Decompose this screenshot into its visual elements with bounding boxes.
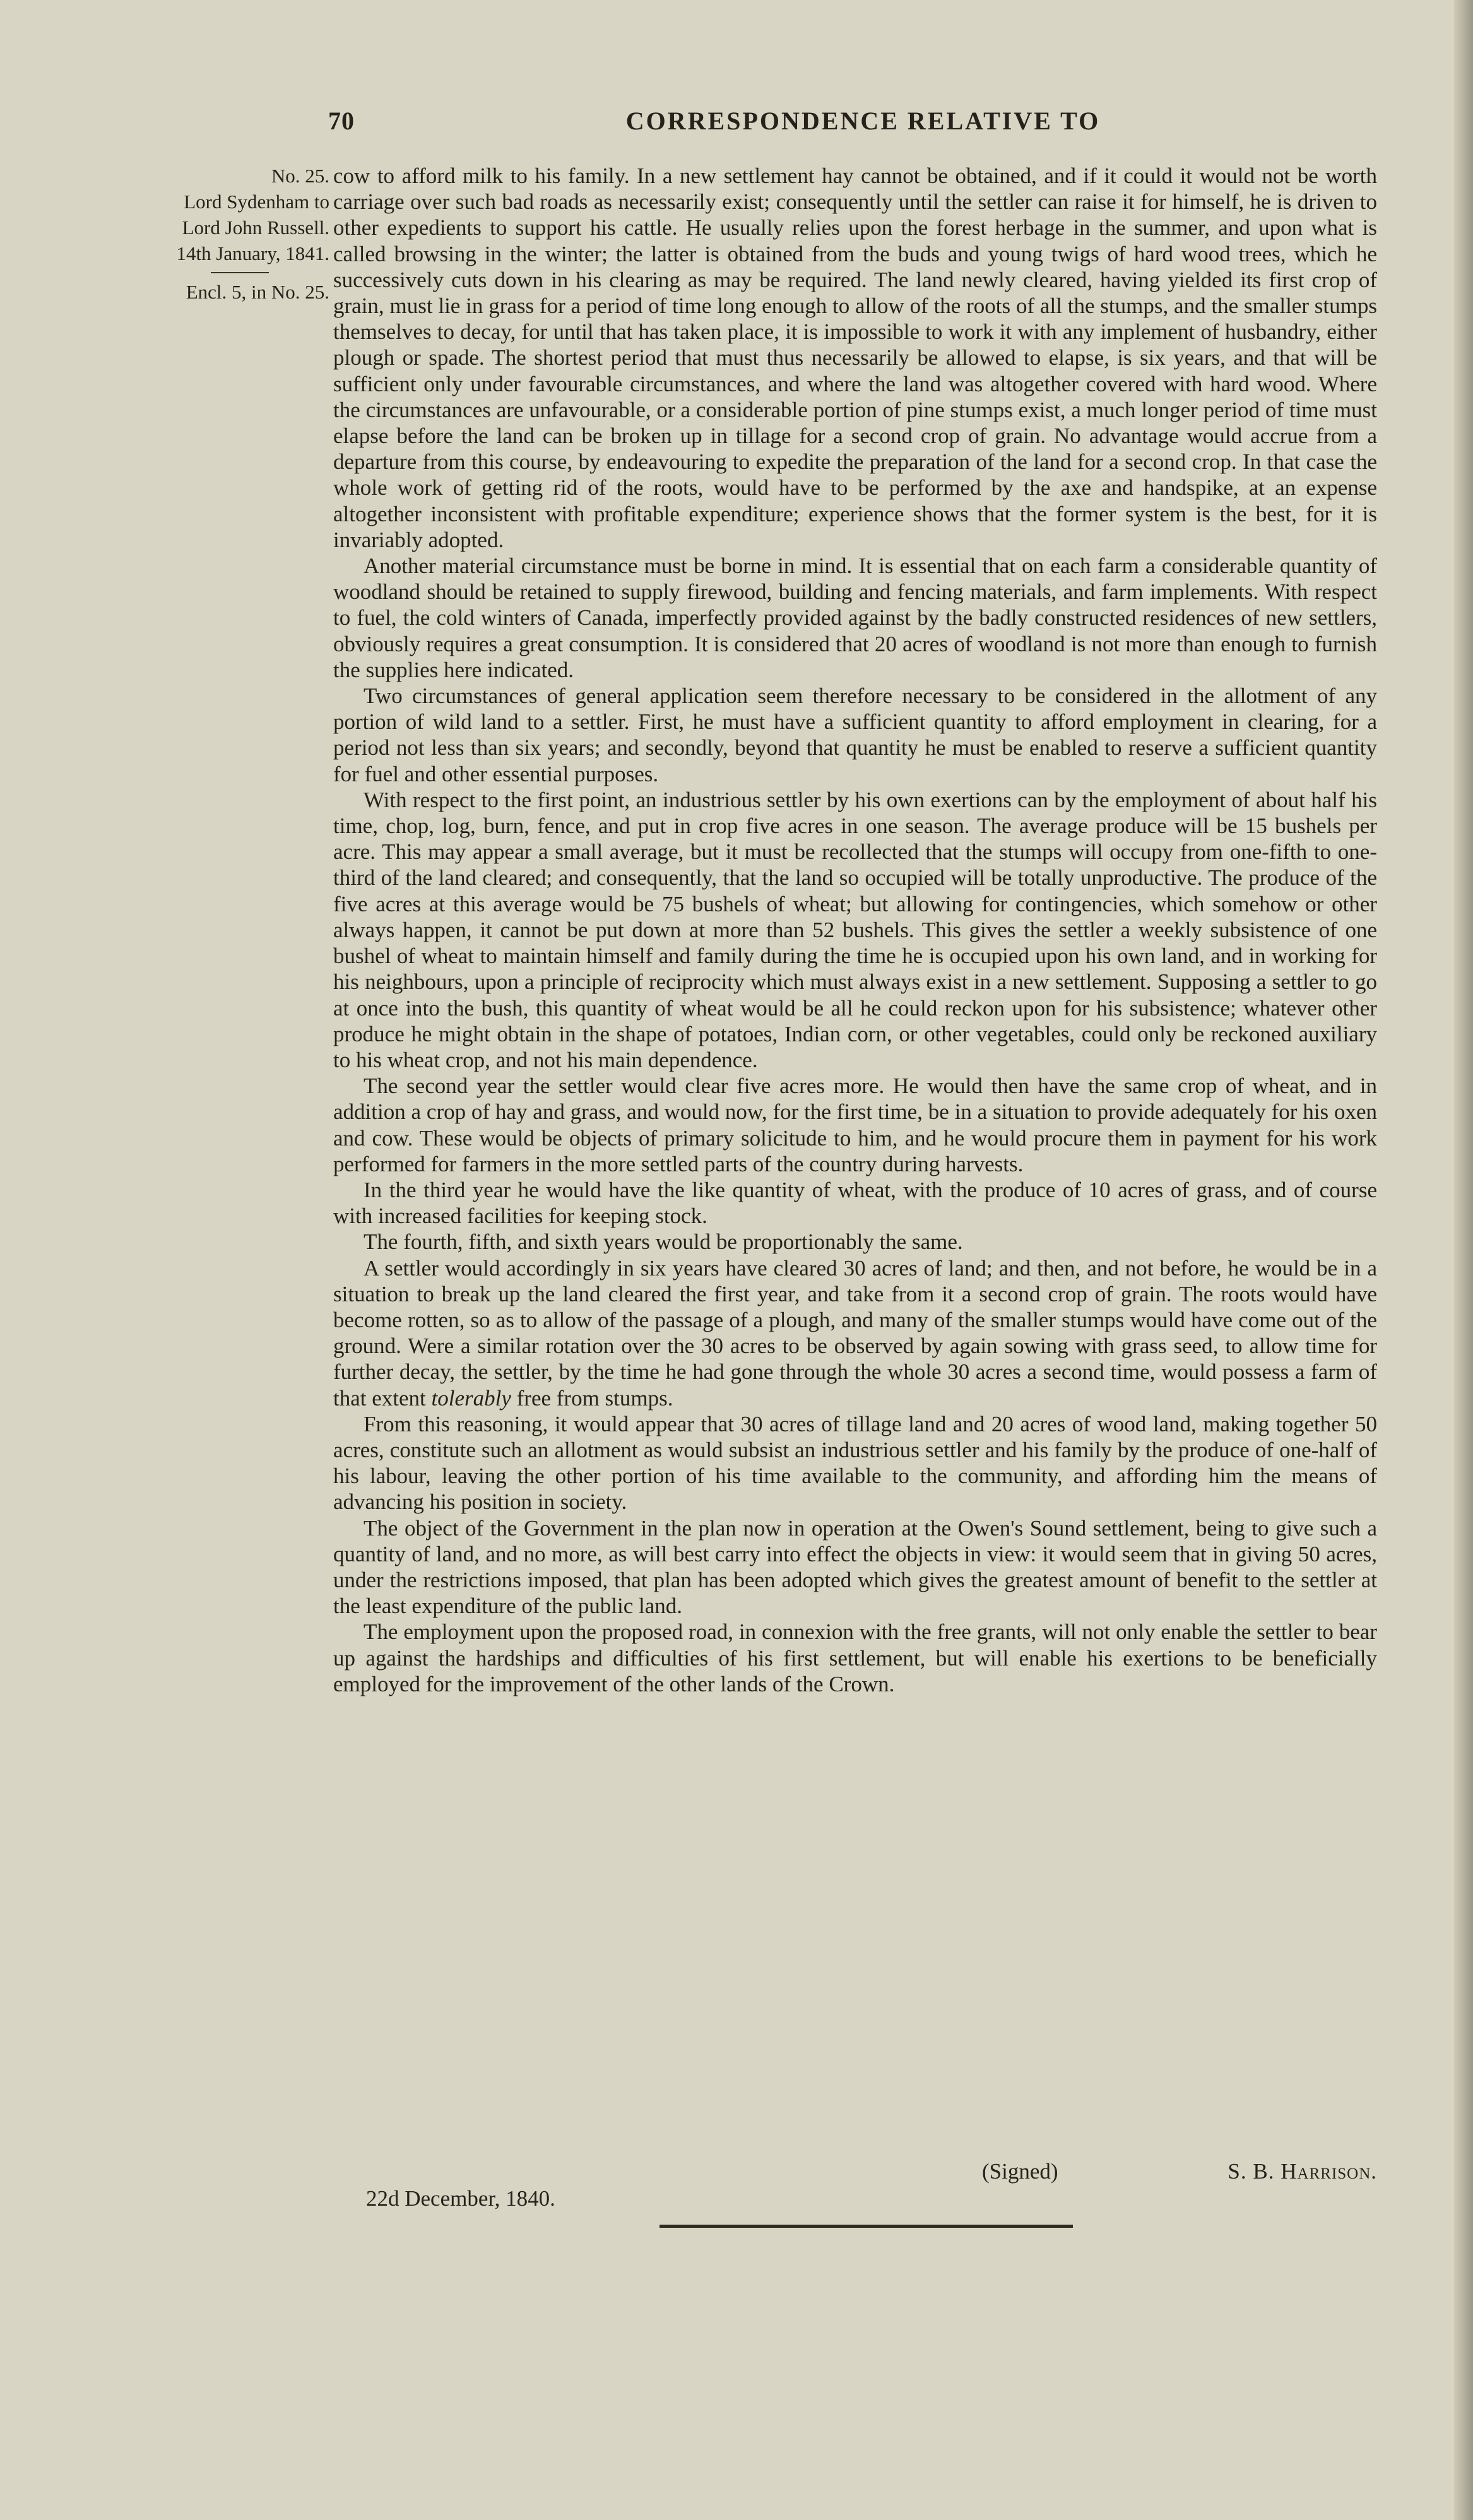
letter-body — [333, 163, 1377, 1697]
signed-label: (Signed) — [982, 2159, 1058, 2184]
page-number: 70 — [328, 107, 355, 135]
margin-note-number: No. 25. — [271, 165, 329, 187]
signer-name: S. B. Harrison. — [1228, 2159, 1377, 2184]
italic-emphasis: tolerably — [431, 1385, 511, 1411]
paragraph: The fourth, fifth, and sixth years would be proportionably the same. — [364, 1229, 963, 1255]
paragraph-text: A settler would accordingly in six years have cleared 30 acres of land; and then, and not before, he would be in a situation to break up the land cleared the first year, and take from it a second crop of grain. The roots would have become rotten, so as to allow of the passage of a plough, and many of the smaller stumps would have come out of the ground. Were a similar rotation over the 30 acres to be observed by again sowing with grass seed, to allow time for further decay, the settler, by the time he had gone through the whole 30 acres a second time, would possess a farm of that extent — [333, 1255, 1377, 1411]
signature-block — [982, 2159, 1377, 2188]
running-head — [328, 106, 1373, 144]
paragraph — [333, 1255, 1377, 1411]
margin-note-date: 14th January, 1841. — [176, 242, 329, 264]
margin-notes — [95, 163, 329, 305]
paragraph: The employment upon the proposed road, in connexion with the free grants, will not only enable the settler to bear up against the hardships and difficulties of his first settlement, but will enable his exertions to be beneficially employed for the improvement of the other lands of the Crown. — [333, 1619, 1377, 1696]
paragraph-tail: free from stumps. — [511, 1385, 673, 1411]
margin-note-from: Lord Sydenham to — [184, 191, 329, 213]
running-title: CORRESPONDENCE RELATIVE TO — [625, 107, 1101, 135]
paragraph: With respect to the first point, an industrious settler by his own exertions can by the employment of about half his time, chop, log, burn, fence, and put in crop five acres in one season. The average produce will be 15 bushels per acre. This may appear a small average, but it must be recollected that the stumps will occupy from one-fifth to one-third of the land cleared; and consequently, that the land so occupied will be totally unproductive. The produce of the five acres at this average would be 75 bushels of wheat; but allowing for contingencies, which somehow or other always happen, it cannot be put down at more than 52 bushels. This gives the settler a weekly subsistence of one bushel of wheat to maintain himself and family during the time he is occupied upon his own land, and in working for his neighbours, upon a principle of reciprocity which must always exist in a new settlement. Supposing a settler to go at once into the bush, this quantity of wheat would be all he could reckon upon for his subsistence; whatever other produce he might obtain in the shape of potatoes, Indian corn, or other vegetables, could only be reckoned auxiliary to his wheat crop, and not his main dependence. — [333, 787, 1377, 1072]
margin-divider — [211, 272, 269, 273]
paragraph: The second year the settler would clear five acres more. He would then have the same crop of wheat, and in addition a crop of hay and grass, and would now, for the first time, be in a situation to provide adequately for his oxen and cow. These would be objects of primary solicitude to him, and he would procure them in payment for his work performed for farmers in the more settled parts of the country during harvests. — [333, 1074, 1377, 1176]
closing-rule — [660, 2225, 1073, 2228]
paragraph: The object of the Government in the plan now in operation at the Owen's Sound settlement, being to give such a quantity of land, and no more, as will best carry into effect the objects in view: it would seem that in giving 50 acres, under the restrictions imposed, that plan has been adopted which gives the greatest amount of benefit to the settler at the least expenditure of the public land. — [333, 1515, 1377, 1619]
page-edge-shadow — [1454, 0, 1473, 2520]
paragraph: Another material circumstance must be borne in mind. It is essential that on each farm a considerable quantity of woodland should be retained to supply firewood, building and fencing materials, and farm implements. With respect to fuel, the cold winters of Canada, imperfectly provided against by the badly constructed residences of new settlers, obviously requires a great consumption. It is considered that 20 acres of woodland is not more than enough to furnish the supplies here indicated. — [333, 553, 1377, 682]
margin-note-to: Lord John Russell. — [182, 216, 329, 239]
margin-note-enclosure: Encl. 5, in No. 25. — [186, 281, 329, 303]
paragraph: Two circumstances of general application seem therefore necessary to be considered in the allotment of any portion of wild land to a settler. First, he must have a sufficient quantity to afford employment in clearing, for a period not less than six years; and secondly, beyond that quantity he must be enabled to reserve a sufficient quantity for fuel and other essential purposes. — [333, 683, 1377, 786]
paragraph: From this reasoning, it would appear that 30 acres of tillage land and 20 acres of wood land, making together 50 acres, constitute such an allotment as would subsist an industrious settler and his family by the produce of one-half of his labour, leaving the other portion of his time available to the community, and affording him the means of advancing his position in society. — [333, 1411, 1377, 1515]
paragraph: cow to afford milk to his family. In a new settlement hay cannot be obtained, and if it could it would not be worth carriage over such bad roads as necessarily exist; consequently until the settler can raise it for himself, he is driven to other expedients to support his cattle. He usually relies upon the forest herbage in the summer, and upon what is called browsing in the winter; the latter is obtained from the buds and young twigs of hard wood trees, which he successively cuts down in his clearing as may be required. The land newly cleared, having yielded its first crop of grain, must lie in grass for a period of time long enough to allow of the roots of all the stumps, and the smaller stumps themselves to decay, for until that has taken place, it is impossible to work it with any implement of husbandry, either plough or spade. The shortest period that must thus necessarily be allowed to elapse, is six years, and that will be sufficient only under favourable circumstances, and where the land was altogether covered with hard wood. Where the circumstances are unfavourable, or a considerable portion of pine stumps exist, a much longer period of time must elapse before the land can be broken up in tillage for a second crop of grain. No advantage would accrue from a departure from this course, by endeavouring to expedite the preparation of the land for a second crop. In that case the whole work of getting rid of the roots, would have to be performed by the axe and handspike, at an expense altogether inconsistent with profitable expenditure; experience shows that the former system is the best, for it is invariably adopted. — [333, 163, 1377, 552]
paragraph: In the third year he would have the like quantity of wheat, with the produce of 10 acres of grass, and of course with increased facilities for keeping stock. — [333, 1177, 1377, 1229]
letter-date: 22d December, 1840. — [366, 2186, 555, 2211]
